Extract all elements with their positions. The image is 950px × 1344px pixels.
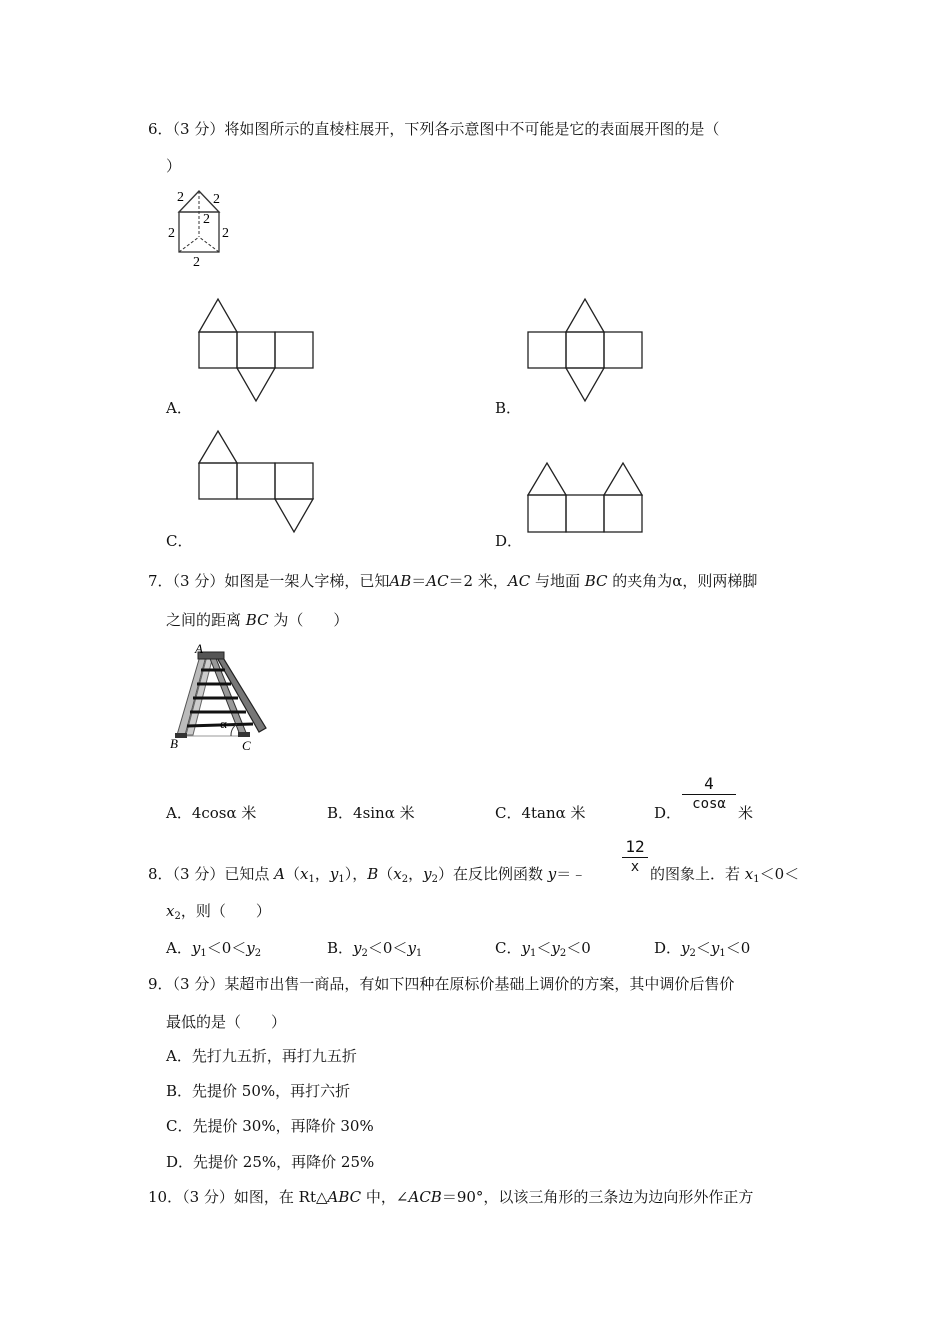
q7-text: 与地面 xyxy=(530,572,585,590)
q6-net-b xyxy=(524,295,649,405)
q6-option-b[interactable]: B． xyxy=(495,399,522,417)
q8-var: x xyxy=(166,902,175,920)
q8-var: y xyxy=(547,865,557,883)
q8-text: ）， xyxy=(344,865,368,883)
q7-fig-label: A xyxy=(195,641,203,656)
q8-text: 8．（3 分）已知点 xyxy=(148,865,275,883)
q8-option-a[interactable] xyxy=(166,937,261,959)
q8-opt-prefix: D． xyxy=(654,939,682,957)
q10-var: ABC xyxy=(327,1188,362,1206)
q8-stem-line2 xyxy=(166,900,271,922)
q7-option-a[interactable]: A．4cosα 米 xyxy=(166,804,257,822)
q8-var: y xyxy=(681,939,690,957)
q7-stem-line1 xyxy=(148,570,757,591)
q8-stem-line1-end xyxy=(650,863,799,885)
q9-stem-line1: 9．（3 分）某超市出售一商品，有如下四种在原标价基础上调价的方案，其中调价后售价 xyxy=(148,975,735,993)
q8-var: y xyxy=(329,865,339,883)
q8-var: x xyxy=(744,865,754,883)
q8-var: A xyxy=(274,865,285,883)
q8-var: y xyxy=(710,939,720,957)
q8-opt-prefix: A． xyxy=(166,939,192,957)
q8-var: y xyxy=(423,865,432,883)
q7-fig-label: B xyxy=(170,736,178,751)
q7-text: ＝ xyxy=(411,572,427,590)
q8-text: ＝﹣ xyxy=(556,865,587,883)
q8-sub: 1 xyxy=(415,948,423,959)
q6-net-a xyxy=(195,295,320,405)
q8-option-c[interactable] xyxy=(495,937,591,959)
q8-text: 的图象上．若 xyxy=(650,865,745,883)
q10-stem-line1 xyxy=(148,1186,753,1207)
q8-text: ＜ xyxy=(695,939,711,957)
q8-sub: 2 xyxy=(689,948,696,959)
q7-text: 之间的距离 xyxy=(166,611,246,629)
q9-option-a[interactable]: A．先打九五折，再打九五折 xyxy=(166,1047,357,1065)
q8-sub: 1 xyxy=(719,948,726,959)
q8-sub: 1 xyxy=(308,874,315,885)
q8-text: ＜0 xyxy=(725,939,751,957)
q8-opt-prefix: C． xyxy=(495,939,522,957)
q8-text: ＜0＜ xyxy=(206,939,247,957)
q6-prism-figure xyxy=(165,185,245,270)
q7-ladder-figure xyxy=(165,640,280,755)
q8-sub: 1 xyxy=(200,948,207,959)
q8-opt-prefix: B． xyxy=(327,939,354,957)
q6-fig-label: 2 xyxy=(193,255,200,270)
q6-net-d xyxy=(524,460,649,535)
q8-var: x xyxy=(393,865,402,883)
q7-option-d-prefix[interactable]: D． xyxy=(654,804,682,822)
q8-var: B xyxy=(367,865,379,883)
q8-text: ， xyxy=(408,865,424,883)
q7-fig-label: C xyxy=(242,738,251,753)
q8-text: ＜ xyxy=(536,939,552,957)
q8-frac-bar xyxy=(622,857,648,858)
q7-var: BC xyxy=(245,611,269,629)
q8-text: （ xyxy=(284,865,300,883)
q7-option-d-fraction xyxy=(682,775,736,812)
q6-option-d[interactable]: D． xyxy=(495,532,523,550)
q8-text: （ xyxy=(378,865,394,883)
q8-frac-num: 12 xyxy=(625,837,645,856)
q6-option-a[interactable]: A． xyxy=(166,399,192,417)
q6-fig-label: 2 xyxy=(222,226,229,241)
q8-sub: 2 xyxy=(254,948,262,959)
q7-var: AC xyxy=(426,572,449,590)
q8-text: ，则（ ） xyxy=(180,902,271,920)
q6-option-c[interactable]: C． xyxy=(166,532,193,550)
q8-var: y xyxy=(521,939,530,957)
q8-text: ， xyxy=(314,865,330,883)
q8-var: y xyxy=(191,939,201,957)
q7-option-d-suffix: 米 xyxy=(738,804,754,822)
q9-stem-line2: 最低的是（ ） xyxy=(166,1013,287,1031)
q9-option-b[interactable]: B．先提价 50%，再打六折 xyxy=(166,1082,351,1100)
q8-option-d[interactable] xyxy=(654,937,750,959)
q8-sub: 1 xyxy=(529,948,537,959)
q10-var: ACB xyxy=(408,1188,442,1206)
q6-fig-label: 2 xyxy=(168,226,175,241)
q8-text: ＜0＜ xyxy=(759,865,800,883)
q7-option-b[interactable]: B．4sinα 米 xyxy=(327,804,415,822)
q7-stem-line2 xyxy=(166,609,348,630)
q10-text: 中，∠ xyxy=(361,1188,409,1206)
q8-text: ＜0＜ xyxy=(367,939,408,957)
q8-stem-line1 xyxy=(148,863,586,885)
q7-text: ＝2 米， xyxy=(448,572,508,590)
q8-sub: 2 xyxy=(174,911,181,922)
q8-var: y xyxy=(551,939,560,957)
q6-net-c xyxy=(195,428,320,538)
q7-frac-bar xyxy=(682,794,736,795)
q6-fig-label: 2 xyxy=(177,190,184,205)
q8-var: y xyxy=(407,939,416,957)
q8-function-fraction xyxy=(622,838,648,875)
q7-text: 的夹角为α，则两梯脚 xyxy=(607,572,758,590)
q7-fig-label: α xyxy=(220,716,227,731)
q8-sub: 2 xyxy=(361,948,368,959)
q7-text: 为（ ） xyxy=(268,611,349,629)
q7-frac-den: cosα xyxy=(692,796,726,812)
q8-var: y xyxy=(353,939,362,957)
q8-sub: 2 xyxy=(401,874,409,885)
q8-sub: 1 xyxy=(753,874,760,885)
q8-frac-den: x xyxy=(630,859,640,875)
q8-text: ）在反比例函数 xyxy=(437,865,548,883)
q6-stem-line2: ） xyxy=(166,157,182,175)
q8-text: ＜0 xyxy=(566,939,591,957)
q8-sub: 2 xyxy=(559,948,567,959)
q8-option-b[interactable] xyxy=(327,937,422,959)
q8-sub: 1 xyxy=(338,874,345,885)
q10-text: ＝90°，以该三角形的三条边为边向形外作正方 xyxy=(441,1188,754,1206)
q8-sub: 2 xyxy=(431,874,438,885)
q10-text: 10．（3 分）如图，在 Rt△ xyxy=(148,1188,328,1206)
q6-fig-label: 2 xyxy=(213,192,220,207)
q7-text: 7．（3 分）如图是一架人字梯，已知 xyxy=(148,572,390,590)
q6-stem-line1: 6．（3 分）将如图所示的直棱柱展开，下列各示意图中不可能是它的表面展开图的是（ xyxy=(148,120,720,138)
q7-frac-num: 4 xyxy=(704,774,714,793)
q7-var: AC xyxy=(507,572,531,590)
q7-var: AB xyxy=(389,572,412,590)
q7-option-c[interactable]: C．4tanα 米 xyxy=(495,804,586,822)
q8-var: x xyxy=(299,865,309,883)
q9-option-c[interactable]: C．先提价 30%，再降价 30% xyxy=(166,1117,374,1135)
q9-option-d[interactable]: D．先提价 25%，再降价 25% xyxy=(166,1153,375,1171)
q8-var: y xyxy=(246,939,255,957)
q6-fig-label: 2 xyxy=(203,212,210,227)
q7-var: BC xyxy=(584,572,608,590)
